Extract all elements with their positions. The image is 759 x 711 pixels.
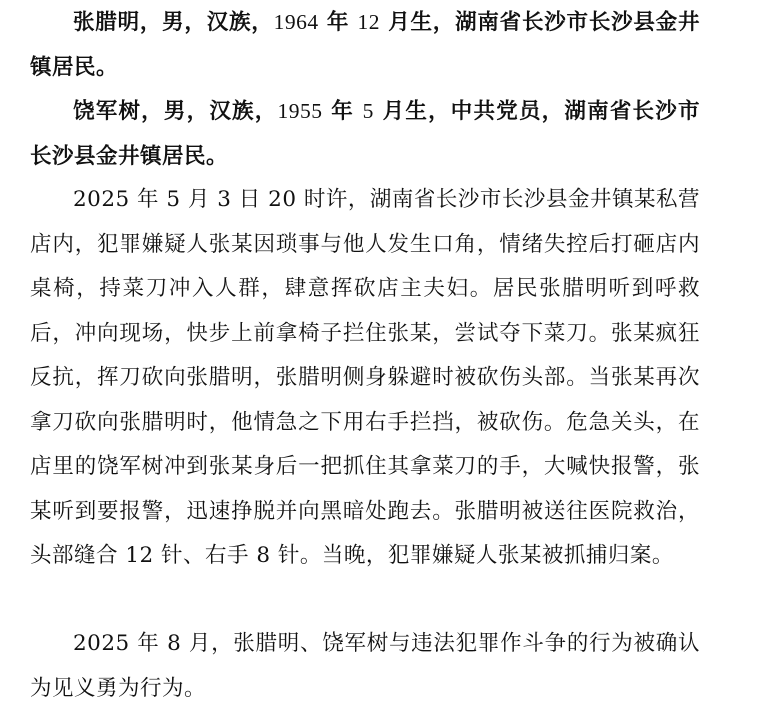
person1-birth-year: 1964: [273, 10, 319, 34]
conclusion-paragraph: 2025 年 8 月，张腊明、饶军树与违法犯罪作斗争的行为被确认为见义勇为行为。: [30, 631, 700, 701]
person2-lead: 饶军树，男，汉族，: [73, 99, 278, 124]
person1-profile: [30, 0, 700, 90]
person2-birth-month: 5: [362, 99, 374, 123]
person1-year-char: 年: [326, 10, 350, 35]
person2-birth-year: 1955: [277, 99, 323, 123]
person2-profile: [30, 89, 700, 179]
incident-narrative: 2025 年 5 月 3 日 20 时许，湖南省长沙市长沙县金井镇某私营店内，犯罪嫌疑人张某因琐事与他人发生口角，情绪失控后打砸店内桌椅，持菜刀冲入人群，肆意挥砍店主夫妇。居民张腊明听到呼救后，冲向现场，快步上前拿椅子拦住张某，尝试夺下菜刀。张某疯狂反抗，挥刀砍向张腊明，张腊明侧身躲避时被砍伤头部。当张某再次拿刀砍向张腊明时，他情急之下用右手拦挡，被砍伤。危急关头，在店里的饶军树冲到张某身后一把抓住其拿菜刀的手，大喊快报警，张某听到要报警，迅速挣脱并向黑暗处跑去。张腊明被送往医院救治，头部缝合 12 针、右手 8 针。当晚，犯罪嫌疑人张某被抓捕归案。: [30, 187, 700, 568]
person1-birth-month: 12: [357, 10, 380, 34]
person1-tail: 月生，湖南省长沙市长沙县金井镇居民。: [30, 10, 700, 80]
person2-year-char: 年: [331, 99, 354, 124]
person2-tail: 月生，中共党员，湖南省长沙市长沙县金井镇居民。: [30, 99, 700, 169]
person1-lead: 张腊明，男，汉族，: [73, 10, 274, 35]
